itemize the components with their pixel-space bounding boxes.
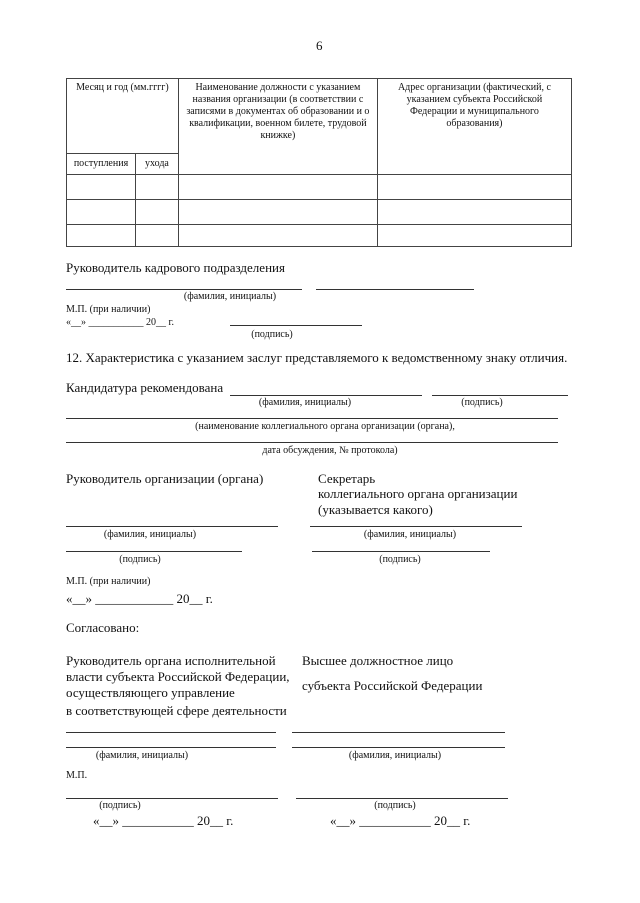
approval-title: Согласовано: — [66, 620, 140, 635]
name-label: (фамилия, инициалы) — [95, 750, 189, 761]
name-line[interactable] — [230, 395, 422, 396]
body-line[interactable] — [66, 418, 558, 419]
sign-line[interactable] — [66, 551, 242, 552]
section-12-heading: 12. Характеристика с указанием заслуг представляемого к ведомственному знаку отличия. — [66, 350, 568, 365]
name-label: (фамилия, инициалы) — [258, 397, 352, 408]
hr-head-title: Руководитель кадрового подразделения — [66, 260, 285, 275]
secretary-title: Секретарь — [318, 471, 376, 486]
sign-line[interactable] — [312, 551, 490, 552]
approver-left-1: Руководитель органа исполнительной — [66, 653, 276, 668]
approver-left-4: в соответствующей сфере деятельности — [66, 703, 287, 718]
name-label: (фамилия, инициалы) — [348, 750, 442, 761]
table-row — [67, 175, 572, 200]
sign-label: (подпись) — [379, 554, 421, 565]
date-protocol-label: дата обсуждения, № протокола) — [262, 445, 398, 456]
sign-line[interactable] — [230, 325, 362, 326]
approver-right-1: Высшее должностное лицо — [302, 653, 454, 668]
name-line[interactable] — [66, 747, 276, 748]
date-field: «__» ____________ 20__ г. — [66, 591, 213, 606]
sign-label: (подпись) — [374, 800, 416, 811]
sign-line[interactable] — [316, 289, 474, 290]
stamp-label: М.П. (при наличии) — [66, 576, 151, 587]
approver-left-3: осуществляющего управление — [66, 685, 235, 700]
date-field: «__» ___________ 20__ г. — [93, 813, 234, 828]
header-month: Месяц и год (мм.гггг) — [67, 79, 179, 154]
name-line[interactable] — [292, 732, 505, 733]
sign-line[interactable] — [296, 798, 508, 799]
sign-label: (подпись) — [119, 554, 161, 565]
name-line[interactable] — [66, 526, 278, 527]
approver-left-2: власти субъекта Российской Федерации, — [66, 669, 290, 684]
secretary-title-2: коллегиального органа организации — [318, 486, 518, 501]
name-label: (фамилия, инициалы) — [103, 529, 197, 540]
sign-label: (подпись) — [461, 397, 503, 408]
date-protocol-line[interactable] — [66, 442, 558, 443]
name-label: (фамилия, инициалы) — [183, 291, 277, 302]
header-address: Адрес организации (фактический, с указанием субъекта Российской Федерации и муниципального образования) — [377, 79, 571, 175]
recommended-label: Кандидатура рекомендована — [66, 380, 224, 395]
approver-right-2: субъекта Российской Федерации — [302, 678, 483, 693]
name-line[interactable] — [310, 526, 522, 527]
sign-line[interactable] — [432, 395, 568, 396]
date-field: «__» ___________ 20__ г. — [66, 317, 174, 328]
secretary-title-3: (указывается какого) — [318, 502, 433, 517]
date-field: «__» ___________ 20__ г. — [330, 813, 471, 828]
stamp-label: М.П. — [66, 770, 88, 781]
sign-label: (подпись) — [251, 329, 293, 340]
name-label: (фамилия, инициалы) — [363, 529, 457, 540]
employment-table — [66, 78, 572, 247]
header-start: поступления — [67, 154, 136, 175]
name-line[interactable] — [292, 747, 505, 748]
head-org-title: Руководитель организации (органа) — [66, 471, 264, 486]
sign-line[interactable] — [66, 798, 278, 799]
header-end: ухода — [136, 154, 179, 175]
table-row — [67, 225, 572, 247]
name-line[interactable] — [66, 289, 302, 290]
body-label: (наименование коллегиального органа организации (органа), — [195, 421, 455, 432]
stamp-label: М.П. (при наличии) — [66, 304, 151, 315]
header-position: Наименование должности с указанием названия организации (в соответствии с записями в документах об образовании и о квалификации, военном билете, трудовой книжке) — [178, 79, 377, 175]
sign-label: (подпись) — [99, 800, 141, 811]
name-line[interactable] — [66, 732, 276, 733]
table-row — [67, 200, 572, 225]
page-number: 6 — [316, 38, 323, 53]
